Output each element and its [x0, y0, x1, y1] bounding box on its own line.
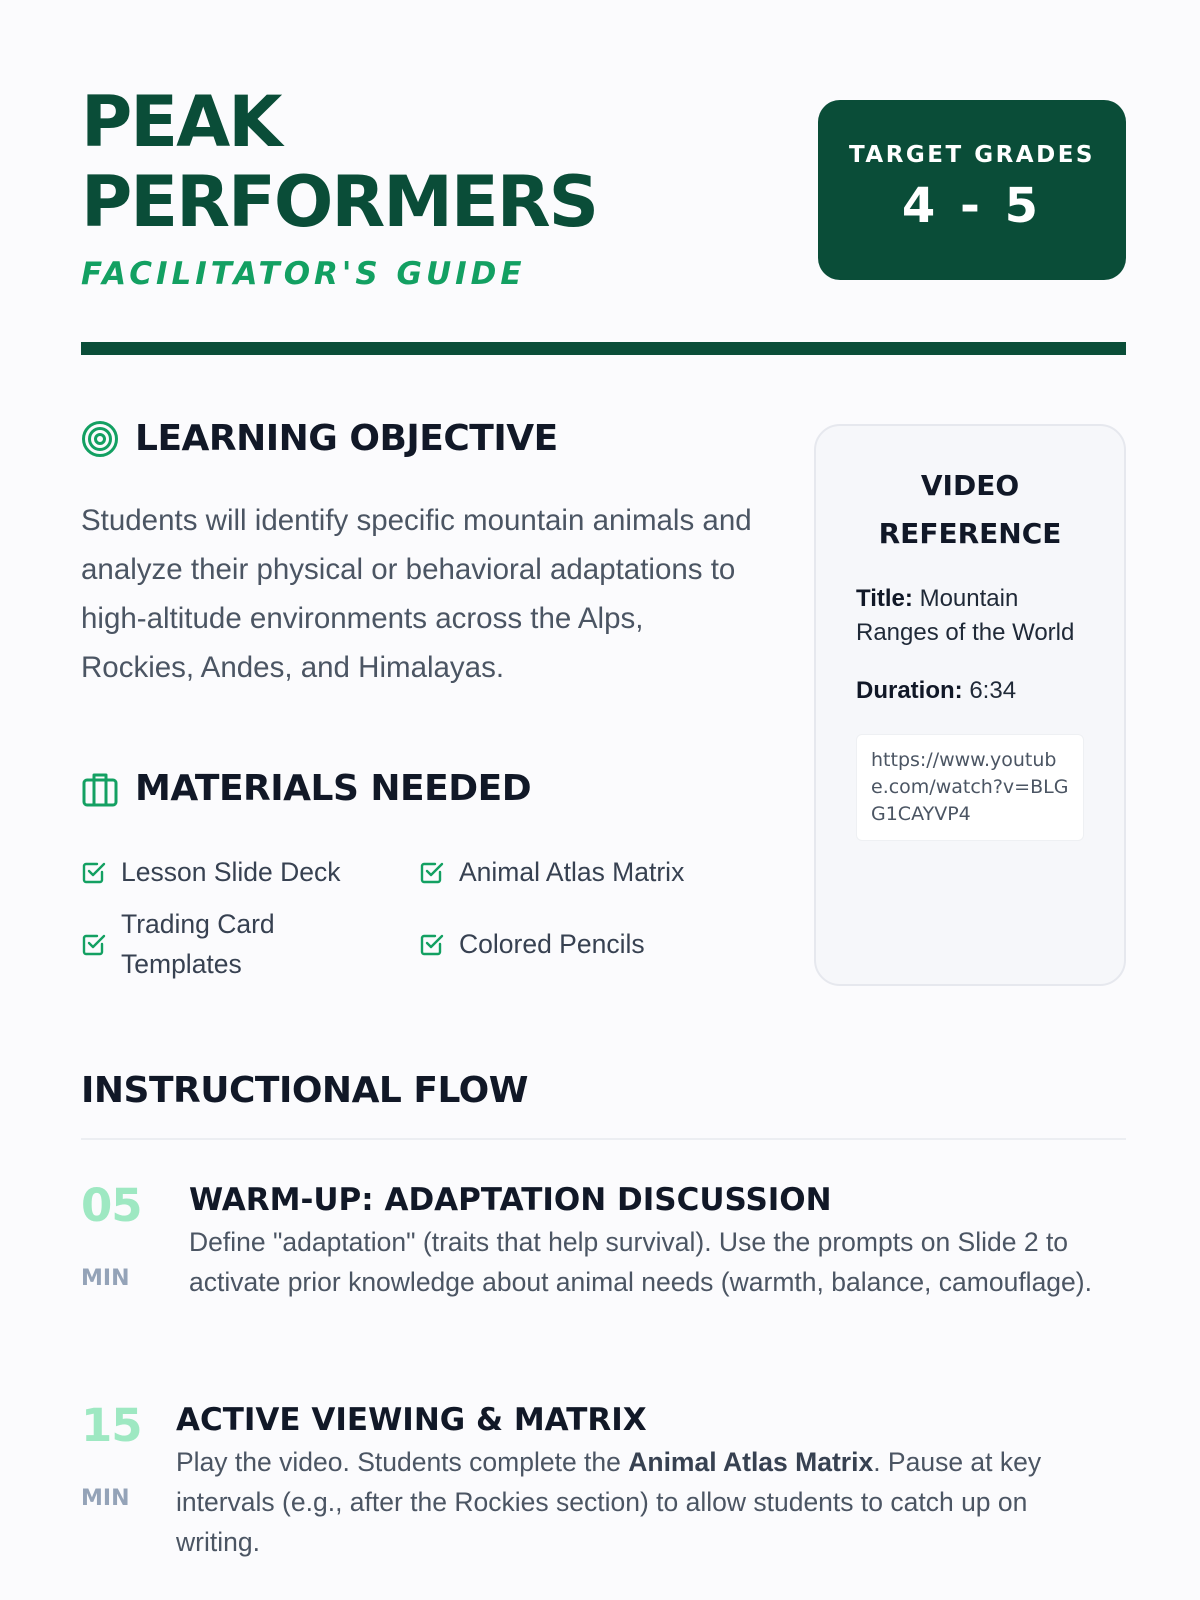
- target-grades-label: TARGET GRADES: [849, 142, 1095, 168]
- video-reference-heading: [816, 462, 1124, 558]
- flow-step: [81, 1178, 1126, 1328]
- step-body: [189, 1178, 1109, 1302]
- step-title: WARM-UP: ADAPTATION DISCUSSION: [189, 1182, 832, 1218]
- material-item: [81, 904, 381, 984]
- header-divider: [81, 342, 1126, 355]
- step-minutes-unit: MIN: [81, 1486, 130, 1511]
- step-text: Define "adaptation" (traits that help survival). Use the prompts on Slide 2 to activate prior knowledge about animal needs (warmth, balance, camouflage).: [189, 1227, 1092, 1297]
- check-square-icon: [81, 931, 107, 957]
- video-title-field: [856, 582, 1096, 650]
- title-line-2: PERFORMERS: [81, 161, 598, 243]
- material-label: Colored Pencils: [459, 929, 645, 959]
- video-title-label: Title:: [856, 585, 913, 612]
- check-square-icon: [81, 859, 107, 885]
- flow-step: [81, 1398, 1126, 1557]
- video-duration-field: [856, 674, 1096, 708]
- check-square-icon: [419, 931, 445, 957]
- flow-divider: [81, 1138, 1126, 1140]
- step-text-after: . Pause at key intervals (e.g., after the Rockies section) to allow students to catch up on writing.: [176, 1447, 1042, 1557]
- step-text-before: Play the video. Students complete the: [176, 1447, 629, 1477]
- material-item: [81, 852, 340, 892]
- video-heading-line-2: REFERENCE: [878, 517, 1062, 550]
- video-duration-label: Duration:: [856, 677, 963, 704]
- title-line-1: PEAK: [81, 81, 281, 163]
- step-text: [176, 1442, 1106, 1562]
- step-body: [176, 1398, 1106, 1562]
- page-subtitle: FACILITATOR'S GUIDE: [81, 256, 526, 292]
- video-title-value: Mountain Ranges of the World: [856, 585, 1075, 646]
- objective-heading: LEARNING OBJECTIVE: [135, 418, 558, 459]
- material-item: [419, 852, 684, 892]
- briefcase-icon: [81, 770, 119, 808]
- material-label: Trading Card Templates: [121, 909, 275, 979]
- step-minutes-unit: MIN: [81, 1266, 130, 1291]
- check-square-icon: [419, 859, 445, 885]
- video-reference-card: [814, 424, 1126, 986]
- objective-text: Students will identify specific mountain animals and analyze their physical or behavioral adaptations to high-altitude environments across the Alps, Rockies, Andes, and Himalayas.: [81, 504, 752, 684]
- flow-heading: INSTRUCTIONAL FLOW: [81, 1070, 528, 1111]
- target-grades-badge: [818, 100, 1126, 280]
- step-title: ACTIVE VIEWING & MATRIX: [176, 1402, 647, 1438]
- target-grades-value: 4 - 5: [901, 178, 1043, 234]
- materials-heading: MATERIALS NEEDED: [135, 768, 532, 809]
- material-label: Animal Atlas Matrix: [459, 857, 685, 887]
- target-icon: [81, 420, 119, 458]
- material-item: [419, 924, 645, 964]
- video-duration-value: 6:34: [969, 677, 1017, 704]
- guide-page: [81, 0, 1126, 1600]
- video-url-link[interactable]: https://www.youtube.com/watch?v=BLGG1CAYVP4: [856, 734, 1084, 841]
- materials-heading-row: [81, 768, 531, 809]
- step-minutes: 05: [81, 1179, 142, 1232]
- video-heading-line-1: VIDEO: [920, 469, 1020, 502]
- objective-heading-row: [81, 418, 558, 459]
- step-minutes: 15: [81, 1399, 142, 1452]
- page-title: [81, 82, 597, 242]
- material-label: Lesson Slide Deck: [121, 857, 341, 887]
- step-text-emphasis: Animal Atlas Matrix: [628, 1447, 874, 1477]
